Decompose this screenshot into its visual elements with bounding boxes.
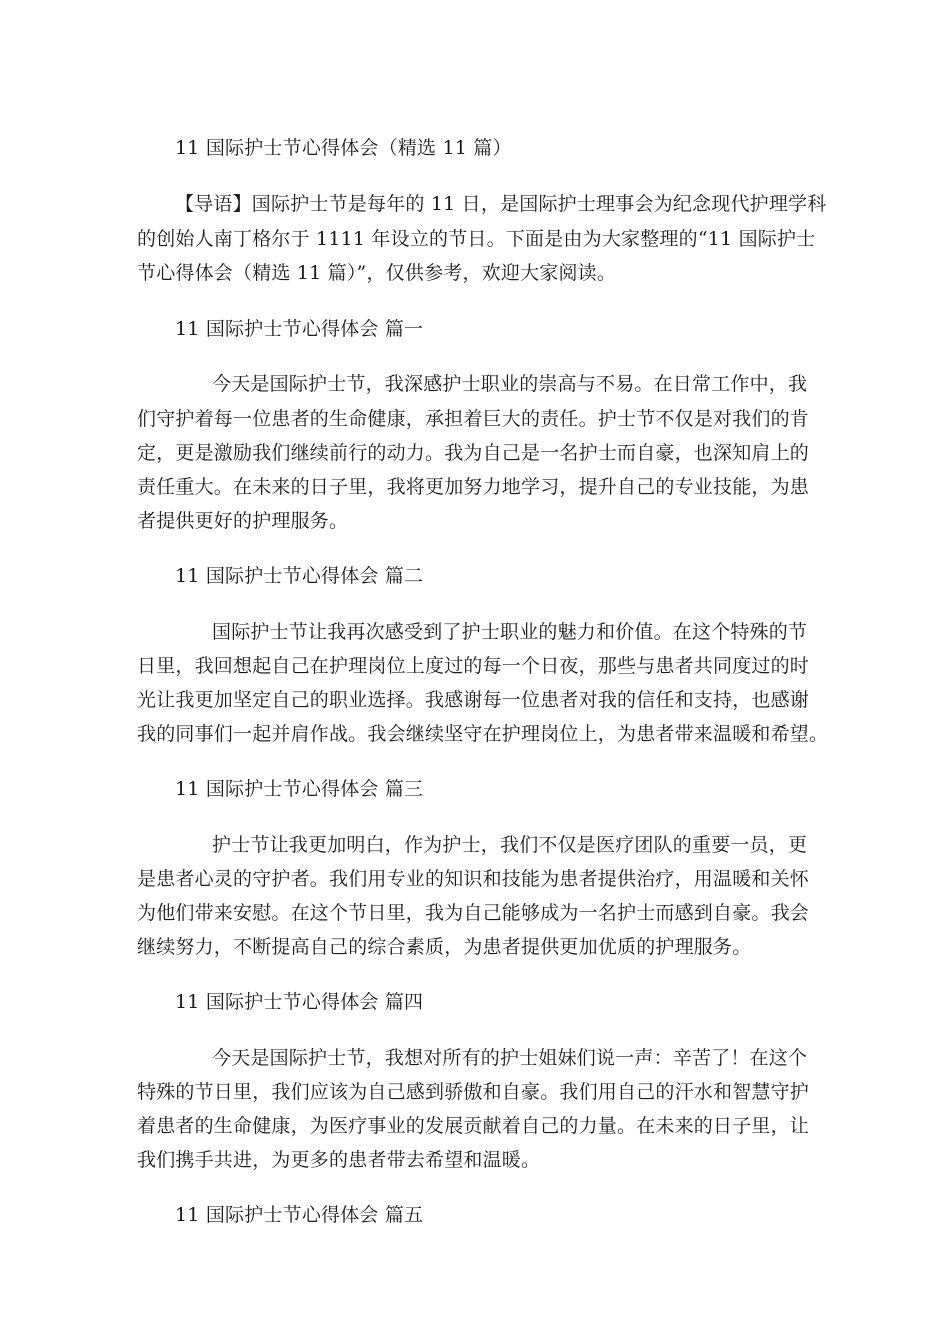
paragraph-line: 国际护士节让我再次感受到了护士职业的魅力和价值。在这个特殊的节: [212, 621, 808, 643]
paragraph-line: 们守护着每一位患者的生命健康，承担着巨大的责任。护士节不仅是对我们的肯: [137, 408, 810, 430]
paragraph-line: 日里，我回想起自己在护理岗位上度过的每一个日夜，那些与患者共同度过的时: [137, 655, 810, 677]
intro-line: 的创始人南丁格尔于 1111 年设立的节日。下面是由为大家整理的“11 国际护士: [137, 228, 816, 250]
paragraph-line: 为他们带来安慰。在这个节日里，我为自己能够成为一名护士而感到自豪。我会: [137, 902, 810, 924]
paragraph-line: 定，更是激励我们继续前行的动力。我为自己是一名护士而自豪，也深知肩上的: [137, 442, 810, 464]
paragraph-line: 光让我更加坚定自己的职业选择。我感谢每一位患者对我的信任和支持，也感谢: [137, 689, 810, 711]
section-heading: 11 国际护士节心得体会 篇三: [175, 778, 424, 800]
paragraph-line: 责任重大。在未来的日子里，我将更加努力地学习，提升自己的专业技能，为患: [137, 476, 810, 498]
paragraph-line: 今天是国际护士节，我深感护士职业的崇高与不易。在日常工作中，我: [212, 373, 808, 395]
document-title: 11 国际护士节心得体会（精选 11 篇）: [175, 137, 512, 159]
paragraph-line: 我们携手共进，为更多的患者带去希望和温暖。: [137, 1149, 541, 1171]
paragraph-line: 继续努力，不断提高自己的综合素质，为患者提供更加优质的护理服务。: [137, 936, 752, 958]
paragraph-line: 是患者心灵的守护者。我们用专业的知识和技能为患者提供治疗，用温暖和关怀: [137, 868, 810, 890]
intro-line: 【导语】国际护士节是每年的 11 日，是国际护士理事会为纪念现代护理学科: [175, 193, 827, 215]
paragraph-line: 我的同事们一起并肩作战。我会继续坚守在护理岗位上，为患者带来温暖和希望。: [137, 723, 829, 745]
section-heading: 11 国际护士节心得体会 篇二: [175, 565, 424, 587]
intro-line: 节心得体会（精选 11 篇）”，仅供参考，欢迎大家阅读。: [137, 262, 617, 284]
paragraph-line: 着患者的生命健康，为医疗事业的发展贡献着自己的力量。在未来的日子里，让: [137, 1115, 810, 1137]
section-heading: 11 国际护士节心得体会 篇一: [175, 318, 424, 340]
paragraph-line: 特殊的节日里，我们应该为自己感到骄傲和自豪。我们用自己的汗水和智慧守护: [137, 1081, 810, 1103]
paragraph-line: 者提供更好的护理服务。: [137, 510, 349, 532]
paragraph-line: 今天是国际护士节，我想对所有的护士姐妹们说一声：辛苦了！在这个: [212, 1047, 808, 1069]
paragraph-line: 护士节让我更加明白，作为护士，我们不仅是医疗团队的重要一员，更: [212, 834, 808, 856]
section-heading: 11 国际护士节心得体会 篇五: [175, 1204, 424, 1226]
section-heading: 11 国际护士节心得体会 篇四: [175, 991, 424, 1013]
